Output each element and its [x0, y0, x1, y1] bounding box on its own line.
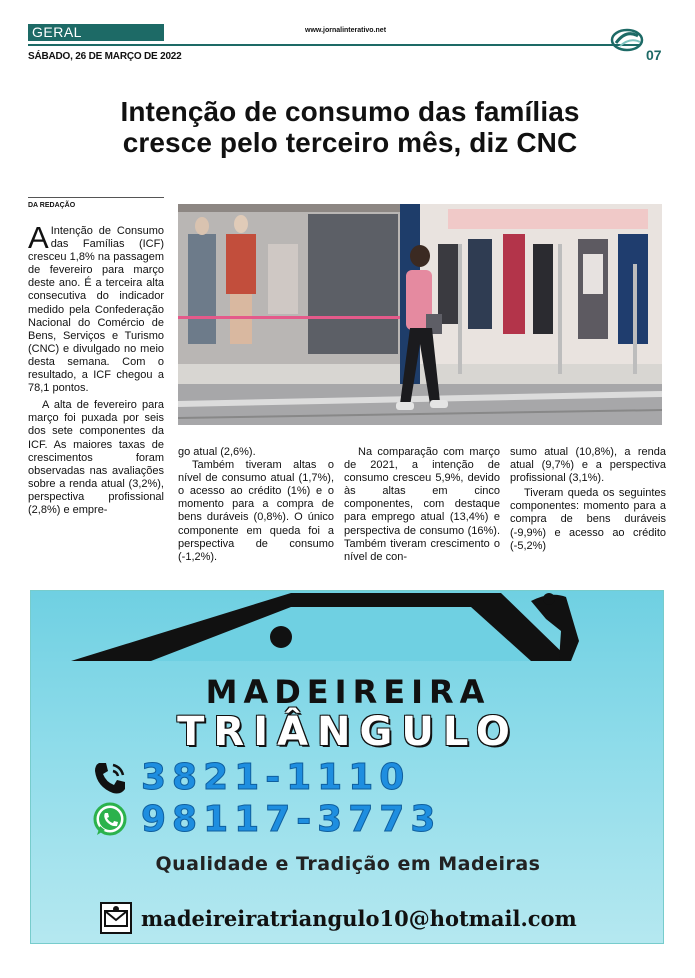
paragraph-3: Também tiveram altas o nível de consumo atual (1,7%), o acesso ao crédito (1%) e o momento para a compra de bens duráveis (0,8%). O único componente em queda foi a perspectiva de consumo (-1,2%).	[178, 459, 334, 563]
paragraph-5: Tiveram queda os seguintes componentes: momento para a compra de bens duráveis (-9,9%) e acesso ao crédito (-5,2%)	[510, 487, 666, 552]
ad-email-row[interactable]	[99, 901, 599, 937]
article-headline	[60, 96, 640, 158]
drop-cap: A	[28, 220, 49, 255]
article-photo	[178, 204, 662, 425]
page-number: 07	[646, 47, 662, 63]
article-column-2	[178, 446, 334, 564]
whatsapp-icon	[91, 801, 129, 839]
headline-line-2: cresce pelo terceiro mês, diz CNC	[122, 127, 578, 158]
byline: DA REDAÇÃO	[28, 202, 76, 209]
advertisement-madeireira[interactable]	[30, 590, 664, 944]
ad-whatsapp-row[interactable]	[91, 799, 651, 839]
newspaper-logo-icon	[610, 27, 644, 53]
ad-company-name-line-2: TRIÂNGULO	[177, 709, 519, 755]
article-column-3	[344, 446, 500, 564]
shopper-photo-illustration	[178, 204, 662, 425]
paragraph-2-continued: go atual (2,6%).	[178, 446, 256, 458]
edition-date: SÁBADO, 26 DE MARÇO DE 2022	[28, 51, 182, 62]
paragraph-1-text: Intenção de Consumo das Famílias (ICF) cresceu 1,8% na passagem de fevereiro para março deste ano. É a terceira alta consecutiva do indicador medido pela Confederação Nacional do Comércio de Bens, Serviços e Turismo (CNC) e divulgado no meio desta semana. Com o resultado, a ICF chegou a 78,1 pontos.	[28, 225, 164, 395]
header-rule	[28, 44, 640, 46]
ad-phone-number[interactable]: 3821-1110	[141, 757, 411, 798]
section-tag: GERAL	[28, 24, 164, 41]
byline-rule	[28, 197, 164, 198]
phone-icon	[91, 759, 129, 797]
house-roof-icon	[31, 591, 664, 671]
ad-company-name-line-1: MADEIREIRA	[205, 673, 491, 711]
site-url[interactable]: www.jornalinterativo.net	[305, 27, 387, 34]
headline-line-1: Intenção de consumo das famílias	[120, 96, 580, 127]
ad-phone-row[interactable]	[91, 757, 651, 797]
paragraph-4-continued: sumo atual (10,8%), a renda atual (9,7%) e a perspectiva profissional (3,1%).	[510, 446, 666, 485]
article-column-1	[28, 220, 164, 517]
ad-whatsapp-number[interactable]: 98117-3773	[141, 799, 442, 840]
paragraph-2: A alta de fevereiro para março foi puxada por seis dos sete componentes da ICF. As maiores taxas de crescimentos foram observadas nas avaliações sobre a renda atual (3,2%), perspectiva profissional (2,8%) e empre-	[28, 399, 164, 516]
paragraph-1	[28, 220, 164, 395]
ad-email-address[interactable]: madeireiratriangulo10@hotmail.com	[141, 906, 577, 931]
article-column-4	[510, 446, 666, 553]
paragraph-4: Na comparação com março de 2021, a intenção de consumo cresceu 5,9%, devido às altas em cinco componentes, com destaque para emprego atual (13,4%) e perspectiva de consumo (16%). Também tiveram crescimento o nível de con-	[344, 446, 500, 563]
ad-tagline: Qualidade e Tradição em Madeiras	[155, 853, 541, 875]
email-icon	[99, 901, 133, 935]
